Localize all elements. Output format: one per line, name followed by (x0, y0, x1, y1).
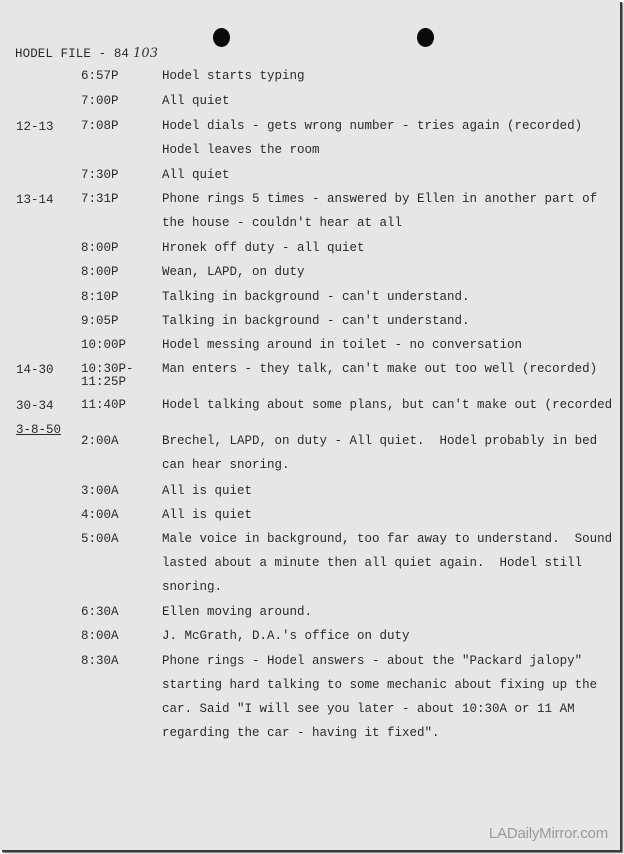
entry-text: Hodel dials - gets wrong number - tries again (recorded) (162, 119, 583, 133)
entry-time: 4:00A (81, 508, 119, 522)
entry-text: Hronek off duty - all quiet (162, 241, 365, 255)
entry-time: 5:00A (81, 532, 119, 546)
entry-time: 8:00A (81, 629, 119, 643)
entry-text: Brechel, LAPD, on duty - All quiet. Hodel probably in bed (162, 434, 598, 448)
entry-text: J. McGrath, D.A.'s office on duty (162, 629, 410, 643)
entry-text: Hodel messing around in toilet - no conversation (162, 338, 523, 352)
entry-time: 10:30P- (81, 362, 134, 376)
entry-text: Hodel leaves the room (162, 143, 320, 157)
entry-reference: 13-14 (16, 193, 54, 207)
entry-time: 8:30A (81, 654, 119, 668)
entry-text: Male voice in background, too far away to understand. Sound (162, 532, 613, 546)
entry-text: Talking in background - can't understand. (162, 314, 470, 328)
date-marker: 3-8-50 (16, 423, 62, 437)
entry-text: Man enters - they talk, can't make out too well (recorded) (162, 362, 598, 376)
punch-hole-left (213, 28, 230, 47)
entry-time: 11:40P (81, 398, 127, 412)
entry-text: Phone rings 5 times - answered by Ellen in another part of (162, 192, 598, 206)
entry-time: 3:00A (81, 484, 119, 498)
entry-text: Talking in background - can't understand. (162, 290, 470, 304)
entry-time: 6:30A (81, 605, 119, 619)
entry-reference: 14-30 (16, 363, 54, 377)
entry-text: Hodel starts typing (162, 69, 305, 83)
entry-text: car. Said "I will see you later - about 10:30A or 11 AM (162, 702, 575, 716)
entry-time: 7:08P (81, 119, 119, 133)
entry-time: 7:00P (81, 94, 119, 108)
entry-time: 7:30P (81, 168, 119, 182)
entry-time-end: 11:25P (81, 375, 127, 389)
entry-text: snoring. (162, 580, 223, 594)
entry-text: lasted about a minute then all quiet again. Hodel still (162, 556, 583, 570)
handwritten-page-number: 103 (133, 46, 159, 61)
entry-reference: 30-34 (16, 399, 54, 413)
entry-time: 6:57P (81, 69, 119, 83)
entry-text: can hear snoring. (162, 458, 290, 472)
entry-text: starting hard talking to some mechanic about fixing up the (162, 678, 598, 692)
entry-text: Wean, LAPD, on duty (162, 265, 305, 279)
entry-text: the house - couldn't hear at all (162, 216, 403, 230)
entry-text: All quiet (162, 94, 230, 108)
entry-text: Ellen moving around. (162, 605, 313, 619)
entry-time: 9:05P (81, 314, 119, 328)
entry-time: 8:00P (81, 241, 119, 255)
entry-reference: 12-13 (16, 120, 54, 134)
entry-time: 7:31P (81, 192, 119, 206)
entry-time: 2:00A (81, 434, 119, 448)
entry-text: Hodel talking about some plans, but can't make out (recorded (162, 398, 613, 412)
entry-text: All quiet (162, 168, 230, 182)
entry-time: 8:00P (81, 265, 119, 279)
entry-time: 8:10P (81, 290, 119, 304)
file-header (15, 46, 158, 61)
punch-hole-right (417, 28, 434, 47)
watermark: LADailyMirror.com (488, 825, 608, 842)
entry-text: All is quiet (162, 508, 253, 522)
entry-time: 10:00P (81, 338, 127, 352)
file-title: HODEL FILE - 84 (15, 47, 130, 61)
entry-text: Phone rings - Hodel answers - about the "Packard jalopy" (162, 654, 583, 668)
entry-text: All is quiet (162, 484, 253, 498)
entry-text: regarding the car - having it fixed". (162, 726, 440, 740)
